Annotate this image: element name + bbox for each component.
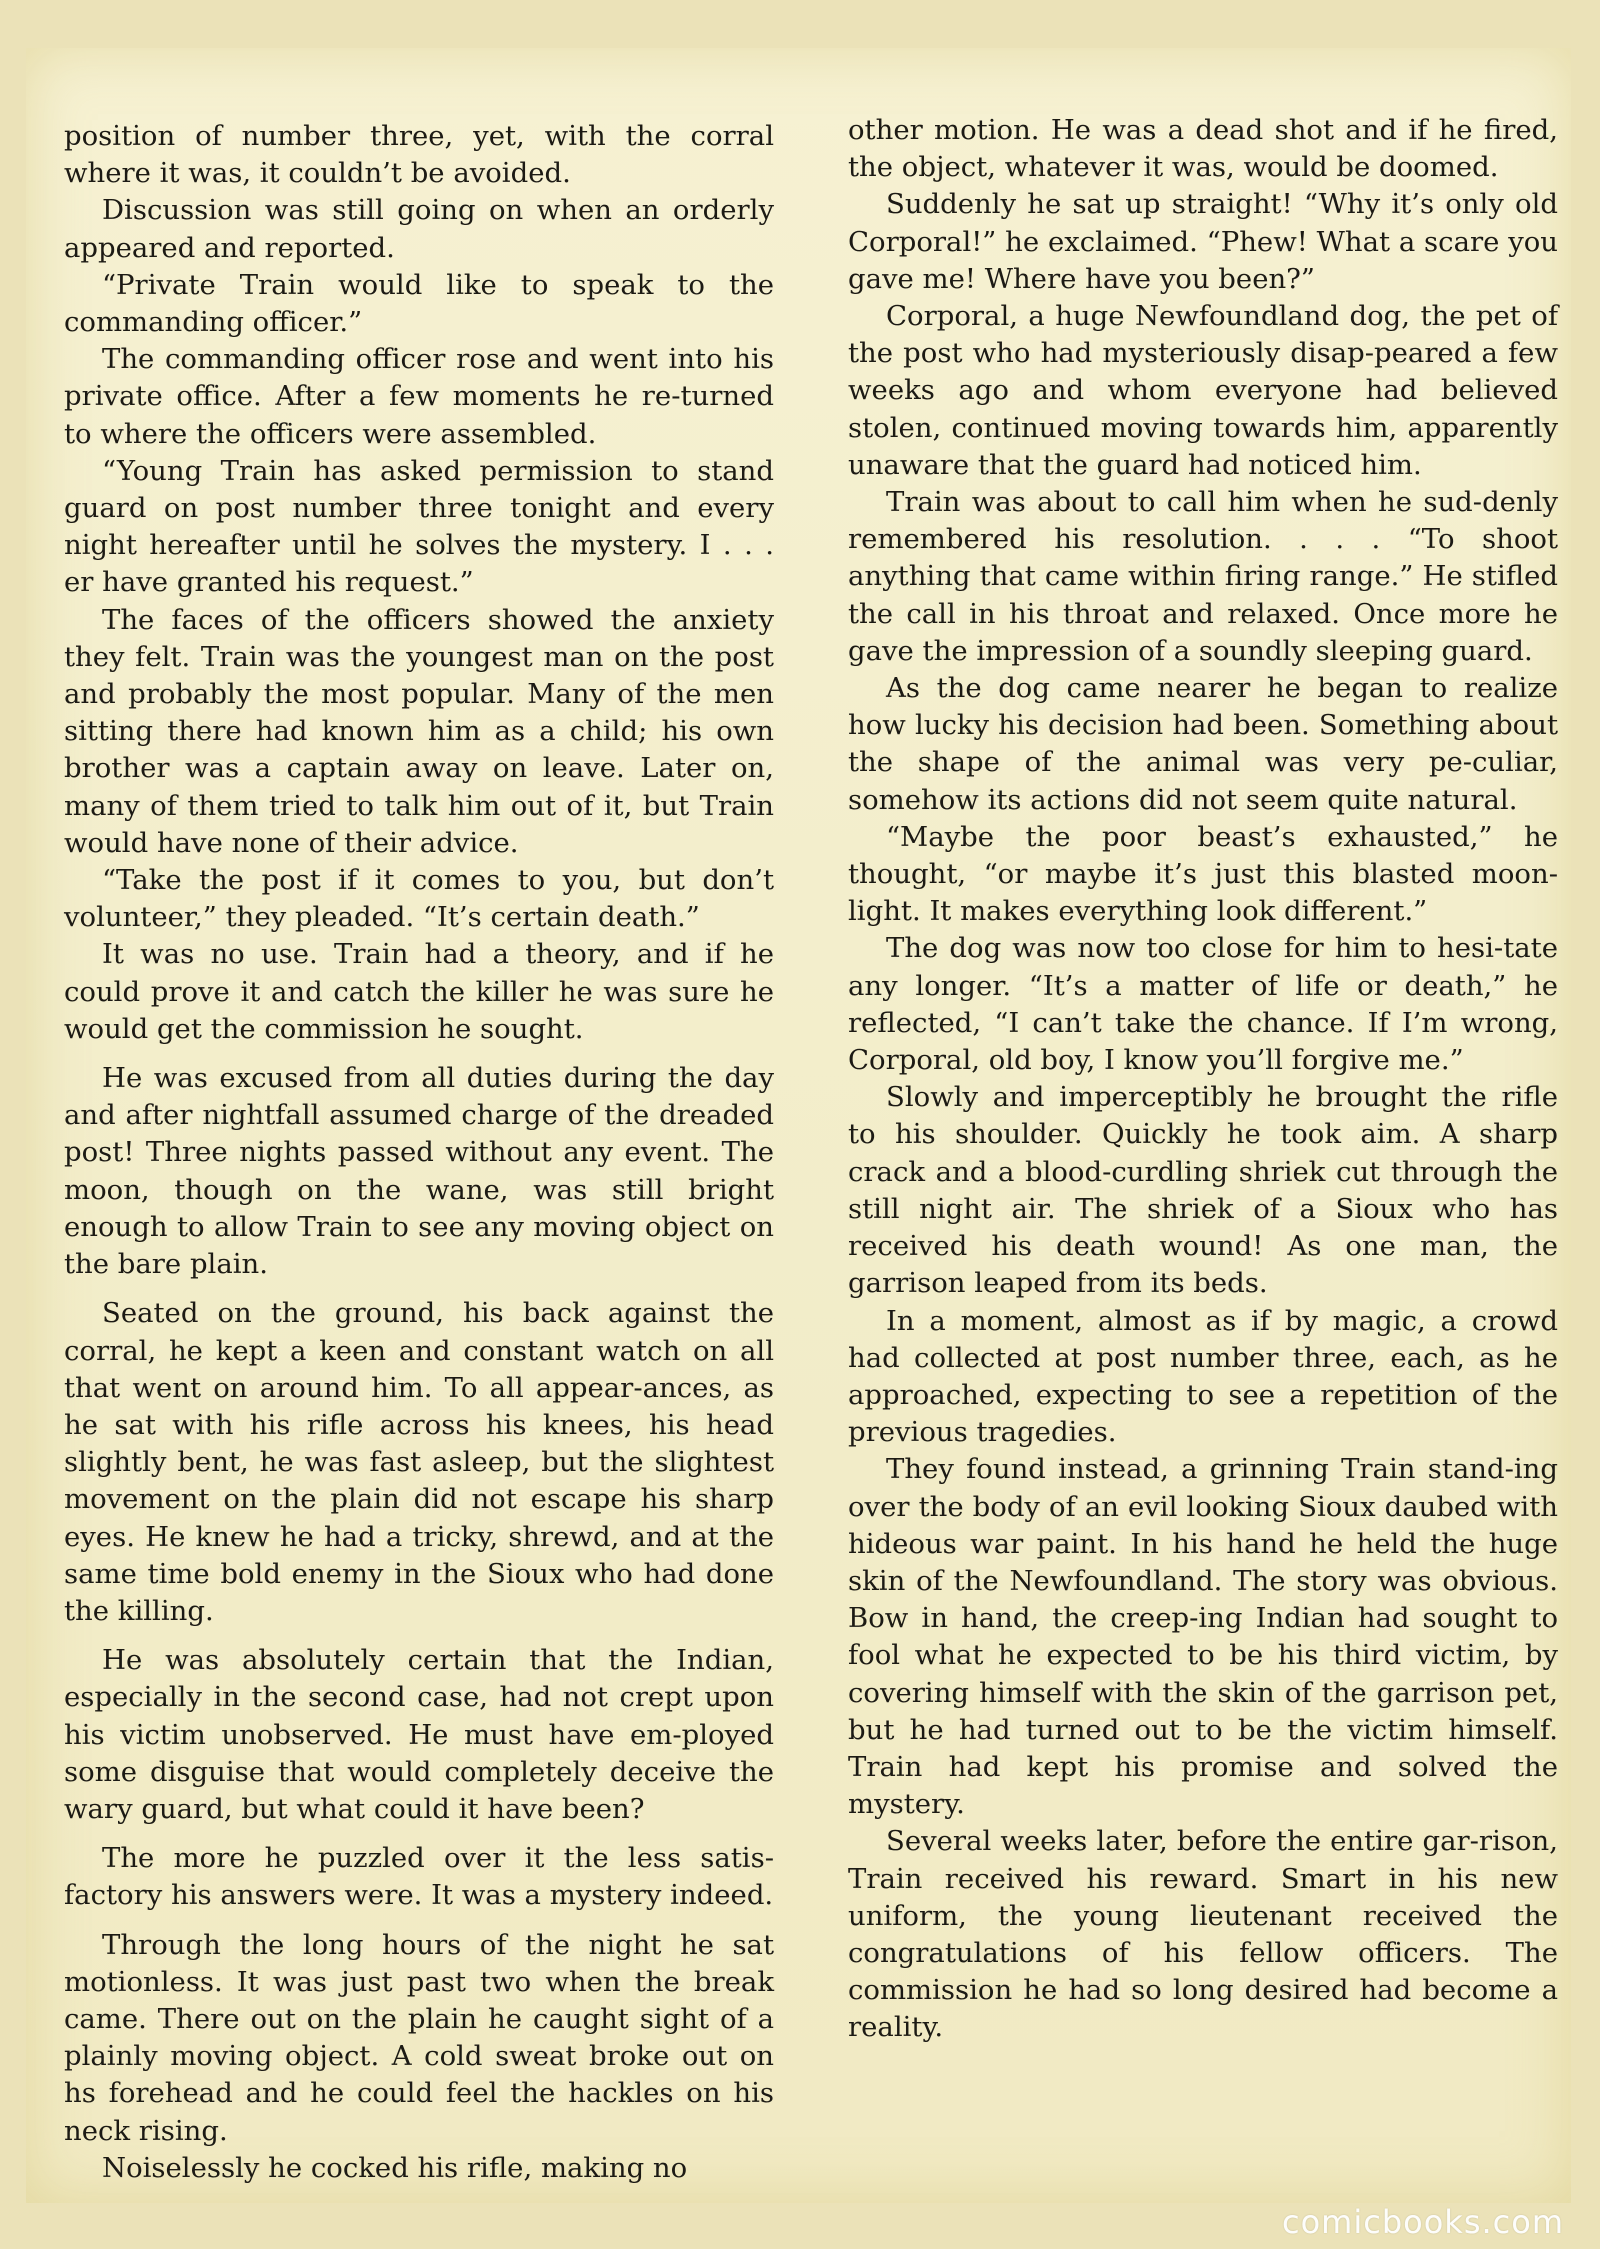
paragraph: Discussion was still going on when an orderly appeared and reported. — [64, 194, 774, 264]
paragraph: Several weeks later, before the entire gar-rison, Train received his reward. Smart in his new uniform, the young lieutenant received the congratulations of his fellow officers. The commission he had so long desired had become a reality. — [848, 1825, 1558, 2044]
paragraph: The more he puzzled over it the less satis-factory his answers were. It was a mystery indeed. — [64, 1842, 774, 1912]
paragraph: “Take the post if it comes to you, but don’t volunteer,” they pleaded. “It’s certain death.” — [64, 864, 774, 934]
paragraph: “Maybe the poor beast’s exhausted,” he thought, “or maybe it’s just this blasted moon-light. It makes everything look different.” — [848, 820, 1558, 928]
paragraph: “Young Train has asked permission to stand guard on post number three tonight and every night hereafter until he solves the mystery. I . . . er have granted his request.” — [64, 454, 774, 599]
paragraph: It was no use. Train had a theory, and if he could prove it and catch the killer he was sure he would get the commission he sought. — [64, 938, 774, 1045]
paragraph: The dog was now too close for him to hesi-tate any longer. “It’s a matter of life or death,” he reflected, “I can’t take the chance. If I’m wrong, Corporal, old boy, I know you’ll forgive me.” — [848, 932, 1558, 1077]
paragraph: Train was about to call him when he sud-denly remembered his resolution. . . . “To shoot anything that came within firing range.” He stifled the call in his throat and relaxed. Once more he gave the impression of a soundly sleeping guard. — [848, 486, 1558, 667]
paragraph: As the dog came nearer he began to realize how lucky his decision had been. Something about the shape of the animal was very pe-culiar, somehow its actions did not seem quite natural. — [848, 672, 1558, 816]
paragraph: position of number three, yet, with the corral where it was, it couldn’t be avoided. — [64, 120, 774, 190]
paragraph: They found instead, a grinning Train stand-ing over the body of an evil looking Sioux daubed with hideous war paint. In his hand he held the huge skin of the Newfoundland. The story was obvious. Bow in hand, the creep-ing Indian had sought to fool what he expected to be his third victim, by covering himself with the skin of the garrison pet, but he had turned out to be the victim himself. Train had kept his promise and solved the mystery. — [848, 1453, 1558, 1821]
paragraph: other motion. He was a dead shot and if he fired, the object, whatever it was, would be doomed. — [848, 114, 1558, 184]
right-text-column — [848, 112, 1558, 2047]
site-watermark: comicbooks.com — [1281, 2203, 1564, 2241]
story-page — [26, 48, 1571, 2203]
paragraph: Noiselessly he cocked his rifle, making no — [102, 2151, 688, 2184]
paragraph: Corporal, a huge Newfoundland dog, the pet of the post who had mysteriously disap-peared a few weeks ago and whom everyone had believed stolen, continued moving towards him, apparently unaware that the guard had noticed him. — [848, 300, 1558, 481]
left-text-column — [64, 118, 774, 2187]
paragraph: Through the long hours of the night he sat motionless. It was just past two when the break came. There out on the plain he caught sight of a plainly moving object. A cold sweat broke out on hs forehead and he could feel the hackles on his neck rising. — [64, 1928, 774, 2147]
paragraph: He was absolutely certain that the Indian, especially in the second case, had not crept upon his victim unobserved. He must have em-ployed some disguise that would completely deceive the wary guard, but what could it have been? — [64, 1644, 774, 1825]
paragraph: Seated on the ground, his back against the corral, he kept a keen and constant watch on all that went on around him. To all appear-ances, as he sat with his rifle across his knees, his head slightly bent, he was fast asleep, but the slightest movement on the plain did not escape his sharp eyes. He knew he had a tricky, shrewd, and at the same time bold enemy in the Sioux who had done the killing. — [64, 1297, 774, 1627]
paragraph: In a moment, almost as if by magic, a crowd had collected at post number three, each, as he approached, expecting to see a repetition of the previous tragedies. — [848, 1304, 1558, 1449]
paragraph: He was excused from all duties during the day and after nightfall assumed charge of the dreaded post! Three nights passed without any event. The moon, though on the wane, was still bright enough to allow Train to see any moving object on the bare plain. — [64, 1062, 774, 1281]
paragraph: “Private Train would like to speak to the commanding officer.” — [64, 268, 774, 339]
paragraph: Suddenly he sat up straight! “Why it’s only old Corporal!” he exclaimed. “Phew! What a scare you gave me! Where have you been?” — [848, 188, 1558, 295]
paragraph: The commanding officer rose and went into his private office. After a few moments he re-turned to where the officers were assembled. — [64, 343, 774, 450]
paragraph: Slowly and imperceptibly he brought the rifle to his shoulder. Quickly he took aim. A sharp crack and a blood-curdling shriek cut through the still night air. The shriek of a Sioux who has received his death wound! As one man, the garrison leaped from its beds. — [848, 1081, 1558, 1300]
paragraph: The faces of the officers showed the anxiety they felt. Train was the youngest man on the post and probably the most popular. Many of the men sitting there had known him as a child; his own brother was a captain away on leave. Later on, many of them tried to talk him out of it, but Train would have none of their advice. — [64, 603, 774, 859]
